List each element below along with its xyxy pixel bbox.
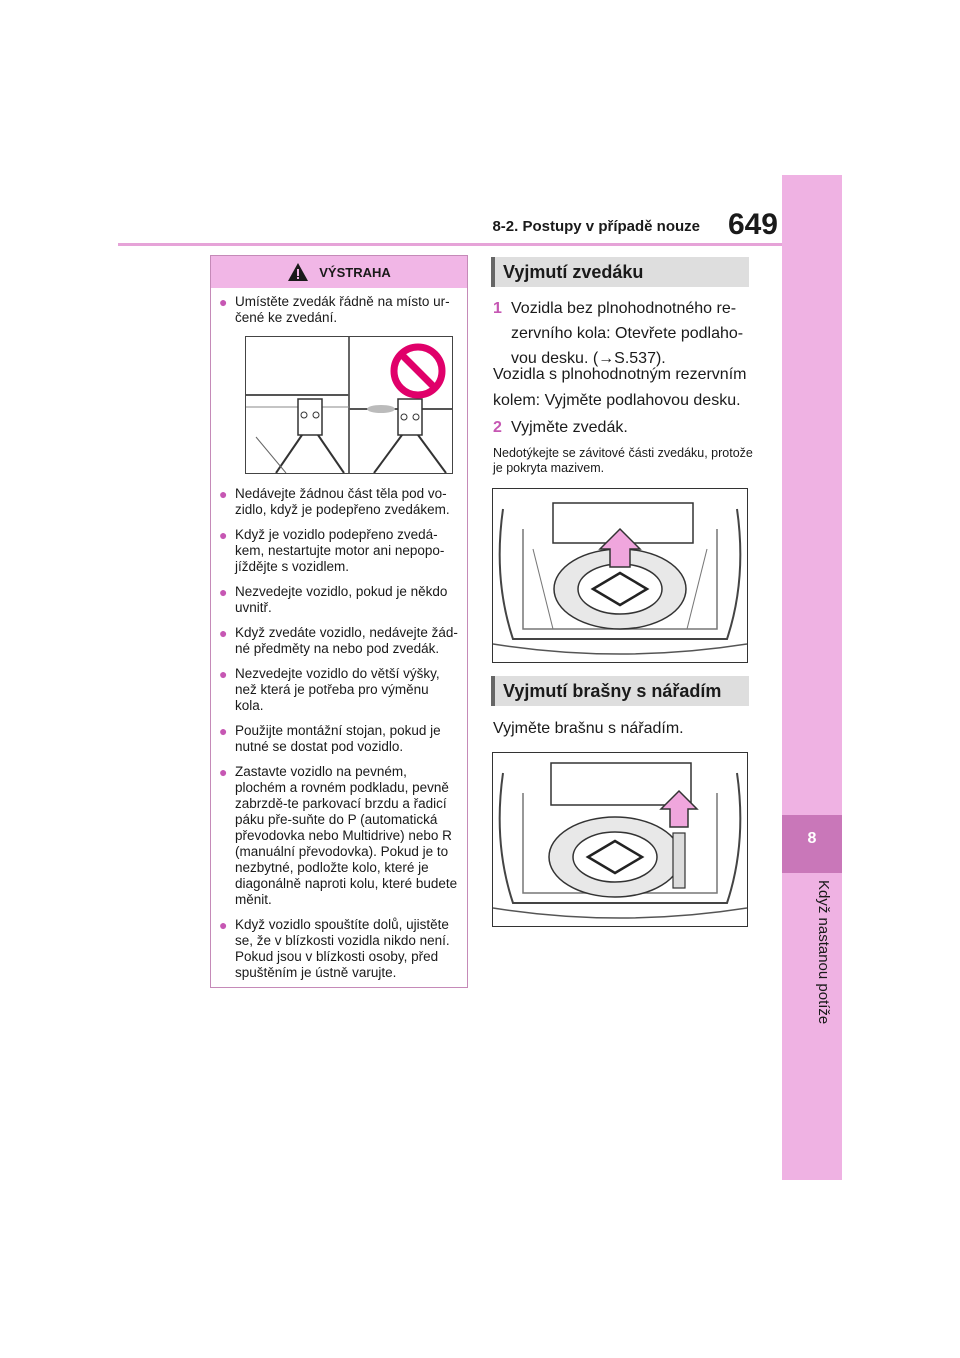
tool-bag-removal-figure — [492, 752, 748, 927]
bullet-icon: ● — [219, 666, 228, 682]
chapter-title: Když nastanou potíže — [815, 880, 832, 1025]
warning-item: ● Umístěte zvedák řádně na místo ur-čené ke zvedání. — [219, 294, 450, 325]
warning-item: ● Když je vozidlo podepřeno zvedá-kem, nestartujte motor ani nepopo-jíždějte s vozidlem. — [219, 527, 445, 574]
warning-list — [211, 288, 467, 981]
bullet-icon: ● — [219, 625, 228, 641]
header-section-title: 8-2. Postupy v případě nouze — [492, 218, 700, 235]
bullet-icon: ● — [219, 723, 228, 739]
remove-jack-heading: Vyjmutí zvedáku — [491, 257, 749, 287]
warning-item: ● Zastavte vozidlo na pevném, plochém a rovném podkladu, pevně zabrzdě-te parkovací brzdu a řadicí páku pře-suňte do P (automatická převodovka nebo Multidrive) nebo R (manuální převodovka). Pokud je to nezbytné, podložte kolo, které je diagonálně naproti kolu, které budete měnit. — [219, 764, 458, 907]
step-1: 1 Vozidla bez plnohodnotného re- zervního kola: Otevřete podlaho- vou desku. (→S.537). — [493, 296, 758, 371]
trunk-jack-illustration — [493, 489, 747, 662]
warning-box — [210, 255, 468, 988]
warning-item: ● Když zvedáte vozidlo, nedávejte žád-né předměty na nebo pod zvedák. — [219, 625, 458, 656]
chapter-number: 8 — [807, 830, 817, 847]
bullet-icon: ● — [219, 764, 228, 780]
warning-triangle-icon — [287, 262, 309, 282]
warning-item: ● Nezvedejte vozidlo, pokud je někdo uvnitř. — [219, 584, 448, 615]
warning-title: VÝSTRAHA — [319, 264, 391, 280]
bullet-icon: ● — [219, 294, 228, 310]
warning-header — [211, 256, 467, 288]
header-rule — [118, 243, 782, 246]
step-2: 2 Vyjměte zvedák. — [493, 415, 758, 440]
chapter-side-tab — [782, 175, 842, 1180]
step-number: 2 — [493, 419, 502, 436]
jack-placement-figure — [245, 336, 453, 474]
bullet-icon: ● — [219, 486, 228, 502]
jack-placement-illustration — [246, 337, 452, 473]
full-spare-paragraph: Vozidla s plnohodnotným rezervním kolem: Vyjměte podlahovou desku. — [493, 366, 747, 409]
grease-note: Nedotýkejte se závitové části zvedáku, protože je pokryta mazivem. — [493, 446, 753, 475]
page-number: 649 — [727, 208, 778, 241]
warning-item: ● Nezvedejte vozidlo do větší výšky, než která je potřeba pro výměnu kola. — [219, 666, 440, 713]
warning-item: ● Nedávejte žádnou část těla pod vo-zidlo, když je podepřeno zvedákem. — [219, 486, 450, 517]
step-number: 1 — [493, 300, 502, 317]
bullet-icon: ● — [219, 584, 228, 600]
warning-item: ● Použijte montážní stojan, pokud je nutné se dostat pod vozidlo. — [219, 723, 441, 754]
remove-tools-heading: Vyjmutí brašny s nářadím — [491, 676, 749, 706]
bullet-icon: ● — [219, 917, 228, 933]
remove-tools-paragraph: Vyjměte brašnu s nářadím. — [493, 720, 684, 737]
jack-removal-figure — [492, 488, 748, 663]
bullet-icon: ● — [219, 527, 228, 543]
warning-item: ● Když vozidlo spouštíte dolů, ujistěte se, že v blízkosti vozidla nikdo není. Pokud jsou v blízkosti osoby, před spuštěním je ústně varujte. — [219, 917, 450, 980]
trunk-toolbag-illustration — [493, 753, 747, 926]
